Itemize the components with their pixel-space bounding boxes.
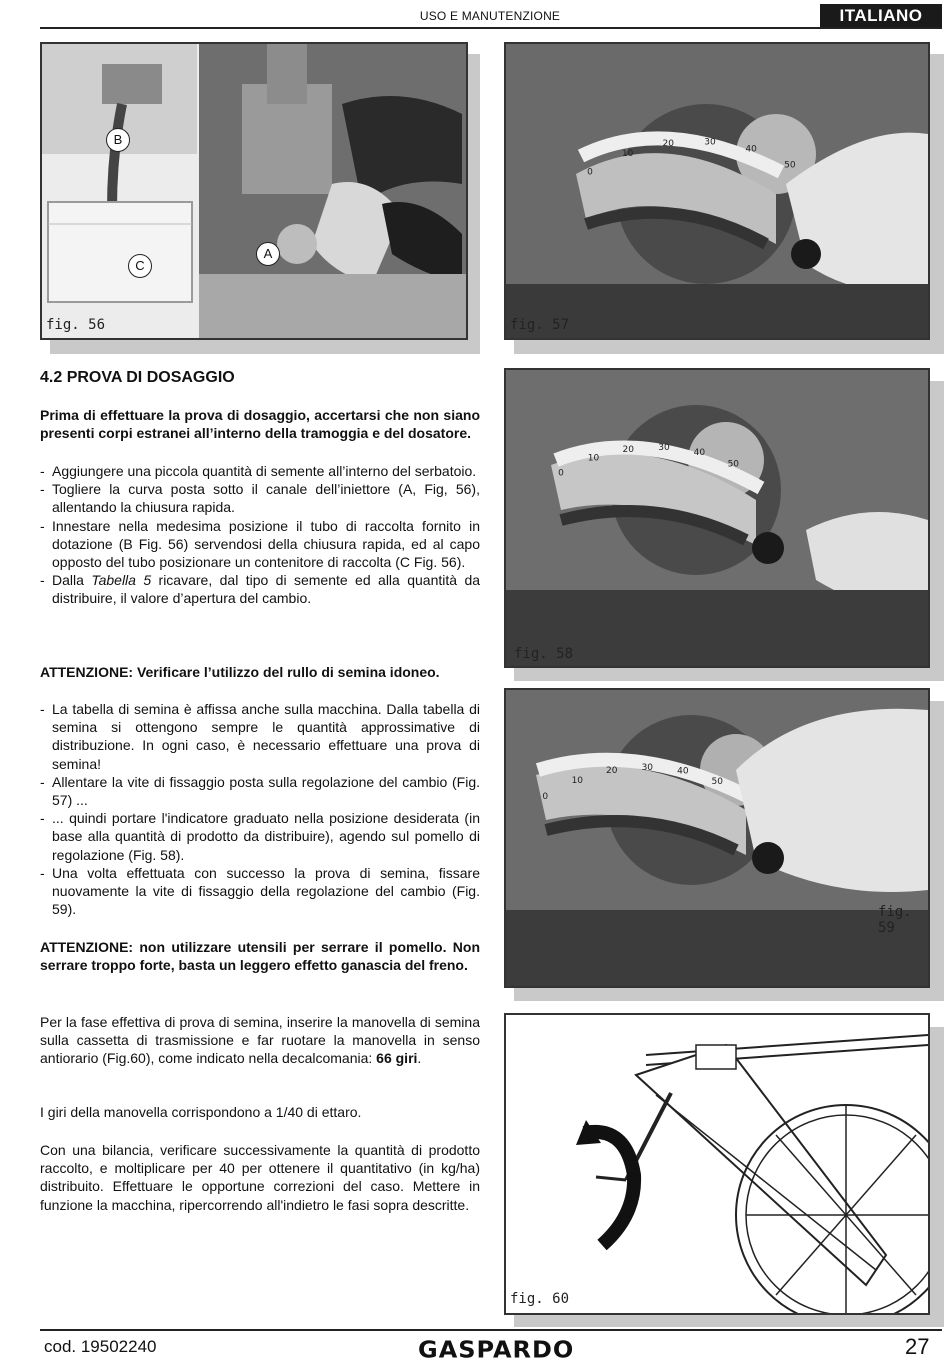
figure-59: [504, 688, 930, 988]
scale-tick-label: 30: [641, 763, 654, 773]
section-title: 4.2 PROVA DI DOSAGGIO: [40, 369, 235, 386]
scale-tick-label: 50: [784, 160, 796, 171]
paragraph-1: [40, 1013, 480, 1068]
callout-c: C: [128, 254, 152, 278]
table-reference: Tabella 5: [91, 572, 152, 589]
list-item-text: Dalla: [52, 572, 92, 589]
scale-tick-label: 10: [621, 149, 634, 160]
header-rule: [40, 27, 942, 29]
scale-tick-label: 50: [727, 459, 740, 470]
language-badge: ITALIANO: [820, 4, 942, 27]
list-item: - ... quindi portare l'indicatore graduato nella posizione desiderata (in base alla quantità di prodotto da distribuire), agendo sul pomello di regolazione (Fig. 58).: [40, 809, 480, 864]
fig60-drawing: [506, 1015, 928, 1313]
scale-tick-label: 20: [622, 445, 634, 455]
fig59-label: fig. 59: [878, 904, 912, 936]
fig58-label: fig. 58: [514, 646, 574, 662]
list-item: - La tabella di semina è affissa anche sulla macchina. Dalla tabella di semina si ottengono sempre le quantità approssimative di distribuzione. In ogni caso, è necessario effettuare una prova di semina!: [40, 700, 480, 773]
list-item: - Togliere la curva posta sotto il canale dell’iniettore (A, Fig, 56), allentando la chiusura rapida.: [40, 480, 480, 516]
scale-tick-label: 0: [558, 468, 564, 479]
brand-logo: GASPARDO: [418, 1336, 575, 1364]
page-number: 27: [905, 1334, 930, 1359]
fig59-photo: [506, 690, 928, 986]
paragraph-2: [40, 1103, 480, 1121]
scale-tick-label: 20: [662, 138, 674, 149]
header-title: USO E MANUTENZIONE: [419, 9, 561, 23]
steps-list-2: [40, 700, 480, 918]
fig56-photo: [42, 44, 466, 338]
scale-tick-label: 0: [542, 791, 549, 802]
scale-tick-label: 10: [571, 775, 584, 786]
list-item: [40, 571, 480, 607]
callout-b: B: [106, 128, 130, 152]
warning-1: [40, 663, 480, 681]
figure-56: [40, 42, 468, 340]
fig57-label: fig. 57: [510, 317, 570, 333]
warning-1-text: ATTENZIONE: Verificare l’utilizzo del rullo di semina idoneo.: [40, 664, 440, 680]
fig60-label: fig. 60: [510, 1291, 570, 1307]
scale-tick-label: 40: [693, 448, 706, 458]
intro-text: Prima di effettuare la prova di dosaggio, accertarsi che non siano presenti corpi estranei all’interno della tramoggia e del dosatore.: [40, 407, 480, 442]
steps-list-1: [40, 462, 480, 608]
paragraph-3-text: Con una bilancia, verificare successivamente la quantità di prodotto raccolto, e moltiplicare per 40 per ottenere il quantitativo (in kg/ha) distribuito. Effettuare le opportune correzioni del caso. Mettere in funzione la macchina, ripercorrendo all'indietro le fasi sopra descritte.: [40, 1142, 480, 1213]
callout-a: A: [256, 242, 280, 266]
document-code: cod. 19502240: [44, 1337, 157, 1356]
scale-tick-label: 30: [658, 443, 670, 454]
figure-57: [504, 42, 930, 340]
intro-warning: [40, 406, 480, 442]
scale-tick-label: 0: [587, 167, 593, 178]
paragraph-2-text: I giri della manovella corrispondono a 1/40 di ettaro.: [40, 1104, 362, 1120]
fig56-label: fig. 56: [46, 317, 106, 333]
footer-rule: [40, 1329, 942, 1331]
warning-2: [40, 938, 480, 974]
scale-tick-label: 50: [711, 776, 723, 787]
list-item-text: ricavare, dal tipo di semente ed alla quantità da distribuire, il valore d’apertura del cambio.: [52, 572, 481, 607]
scale-tick-label: 10: [587, 453, 600, 464]
scale-tick-label: 40: [745, 144, 757, 155]
paragraph-3: [40, 1141, 480, 1214]
paragraph-1-text: Per la fase effettiva di prova di semina, inserire la manovella di semina sulla cassetta di trasmissione e far ruotare la manovella in senso antiorario (Fig.60), come indicato nella decalcomania:: [40, 1014, 480, 1067]
list-item: - Aggiungere una piccola quantità di semente all’interno del serbatoio.: [40, 462, 480, 480]
scale-tick-label: 40: [677, 766, 689, 777]
figure-60: [504, 1013, 930, 1315]
warning-2-text: ATTENZIONE: non utilizzare utensili per serrare il pomello. Non serrare troppo forte, basta un leggero effetto ganascia del freno.: [40, 939, 480, 974]
fig58-photo: [506, 370, 928, 666]
figure-58: [504, 368, 930, 668]
list-item: - Una volta effettuata con successo la prova di semina, fissare nuovamente la vite di fissaggio della regolazione del cambio (Fig. 59).: [40, 864, 480, 919]
paragraph-1-end: .: [417, 1050, 422, 1067]
list-item: - Innestare nella medesima posizione il tubo di raccolta fornito in dotazione (B Fig. 56) servendosi della chiusura rapida, ed al capo opposto del tubo posizionare un contenitore di raccolta (C Fig. 56).: [40, 517, 480, 572]
turns-value: 66 giri: [376, 1050, 418, 1067]
list-item: - Allentare la vite di fissaggio posta sulla regolazione del cambio (Fig. 57) ...: [40, 773, 480, 809]
scale-tick-label: 30: [704, 137, 716, 148]
scale-tick-label: 20: [605, 766, 618, 777]
fig57-photo: [506, 44, 928, 338]
